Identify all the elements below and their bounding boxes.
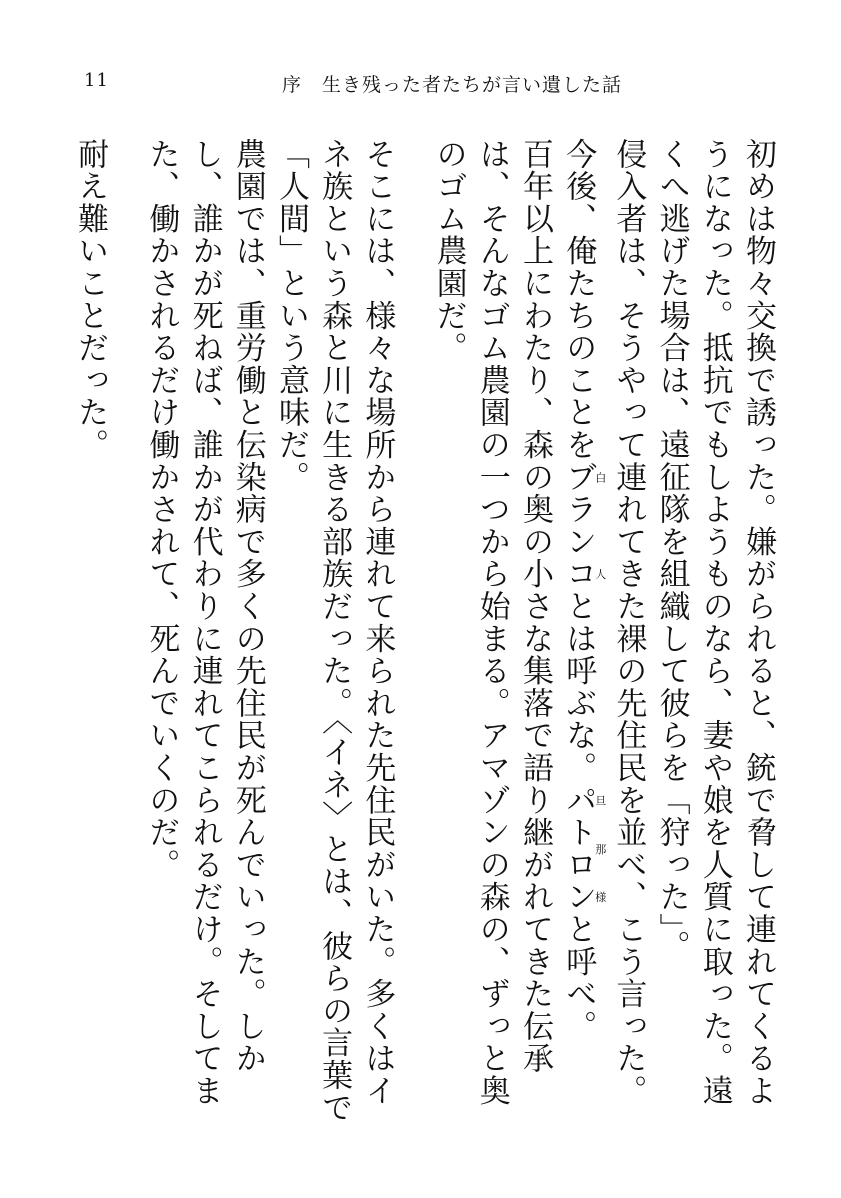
paragraph-2: 侵入者は、そうやって連れてきた裸の先住民を並べ、こう言った。 [610, 138, 647, 1107]
paragraph-3 [556, 138, 606, 1128]
page-number: 11 [84, 70, 109, 91]
body-text [68, 138, 779, 1128]
ruby-branco [560, 461, 607, 591]
paragraph-5: そこには、様々な場所から連れて来られた先住民がいた。多くはイネ族という森と川に生きる部族だった。〈イネ〉とは、彼らの言葉で「人間」という意味だ。 [272, 138, 396, 1124]
ruby-patron [560, 784, 607, 914]
ruby-patron-reading: 旦那様 [593, 784, 607, 914]
paragraph-3-lead: 今後、俺たちのことを [560, 138, 597, 461]
ruby-branco-base: ブランコ [560, 461, 597, 591]
paragraph-1: 初めは物々交換で誘った。嫌がられると、銃で脅して連れてくるようになった。抵抗でもしようものなら、妻や娘を人質に取った。遠くへ逃げた場合は、遠征隊を組織して彼らを「狩った」。 [653, 138, 776, 1107]
running-header: 序 生き残った者たちが言い遺した話 [282, 74, 623, 96]
ruby-branco-reading: 白人 [593, 461, 607, 591]
paragraph-4: 百年以上にわたり、森の奥の小さな集落で語り継がれてきた伝承は、そんなゴム農園の一つから始まる。アマゾンの森の、ずっと奥のゴム農園だ。 [430, 138, 553, 1107]
ruby-patron-base: パトロン [560, 784, 597, 914]
paragraph-7: 耐え難いことだった。 [72, 138, 109, 461]
paragraph-3-middle: とは呼ぶな。 [560, 590, 597, 785]
paragraph-6: 農園では、重労働と伝染病で多くの先住民が死んでいった。しかし、誰かが死ねば、誰かが代わりに連れてこられるだけ。そしてまた、働かされるだけ働かされて、死んでいくのだ。 [143, 138, 266, 1107]
paragraph-3-end: と呼べ。 [560, 913, 597, 1043]
